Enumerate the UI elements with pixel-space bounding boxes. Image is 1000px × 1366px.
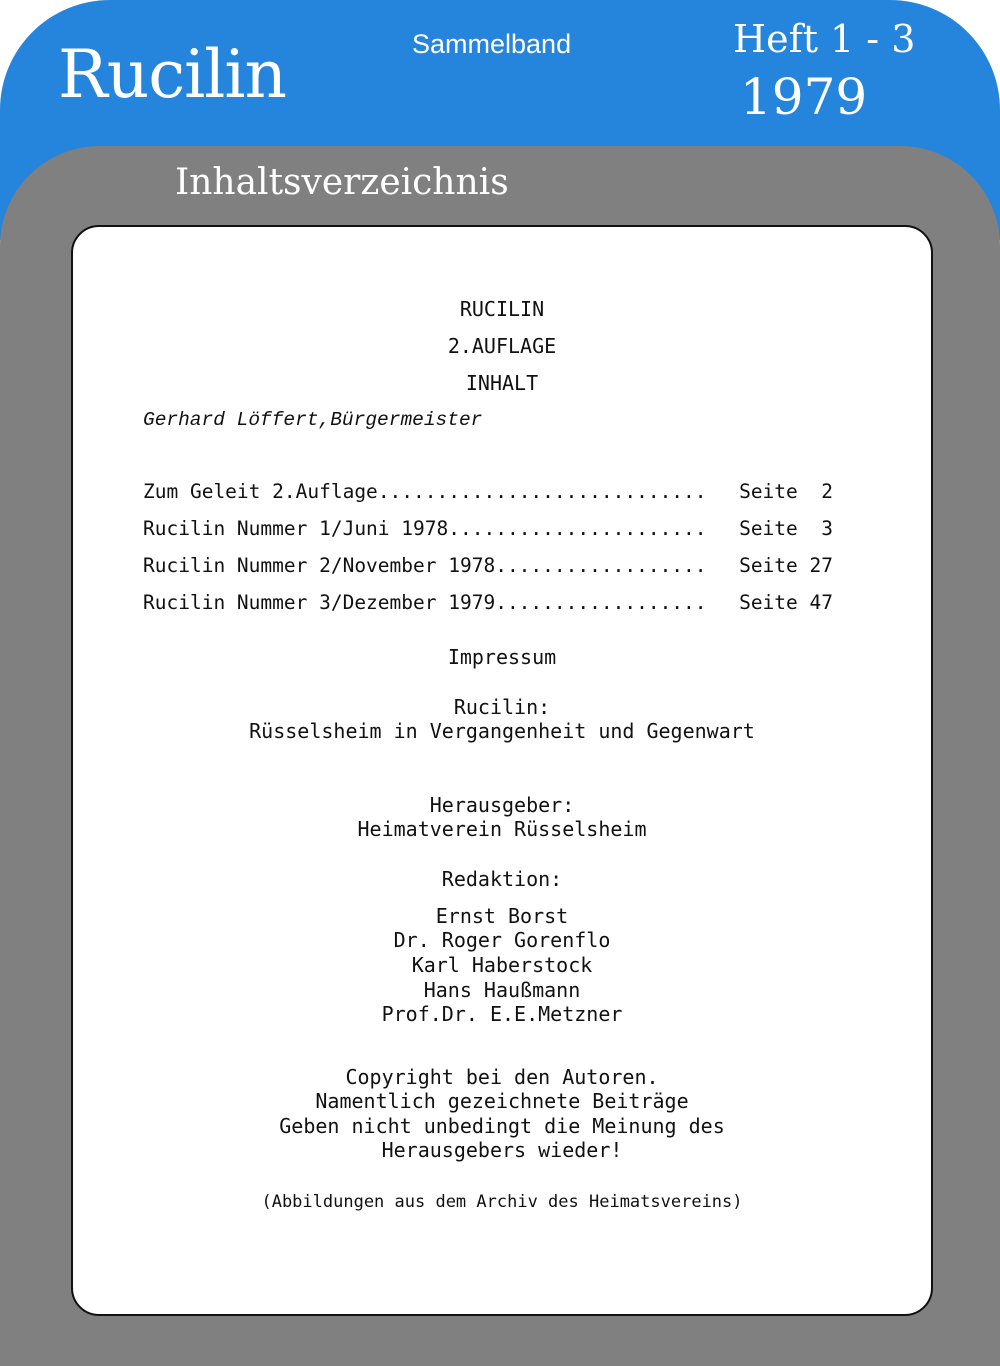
toc-entry-page: Seite 27 [739,554,833,577]
editor-name: Ernst Borst [435,904,569,928]
issue-range: Heft 1 - 3 [733,17,916,61]
impressum-title: Impressum [447,645,557,669]
publication-title: Rucilin [58,36,286,113]
editor-name: Hans Haußmann [423,978,581,1002]
doc-heading-auflage: 2.AUFLAGE [447,334,557,358]
toc-entry-leader: ...................... [448,517,707,540]
toc-entry-leader: ............................ [377,480,707,503]
toc-author: Gerhard Löffert,Bürgermeister [143,409,483,431]
toc-entry-title: Rucilin Nummer 1/Juni 1978 [143,517,449,540]
publication-subtitle: Sammelband [412,29,572,59]
editor-name: Prof.Dr. E.E.Metzner [381,1002,623,1026]
copyright-line: Herausgebers wieder! [381,1138,623,1162]
toc-entry-leader: .................. [495,591,707,614]
toc-entry-title: Rucilin Nummer 2/November 1978 [143,554,496,577]
publisher-name: Heimatverein Rüsselsheim [357,817,647,841]
copyright-line: Geben nicht unbedingt die Meinung des [279,1114,725,1138]
publisher-label: Herausgeber: [429,793,575,817]
publication-description: Rüsselsheim in Vergangenheit und Gegenwart [249,719,755,743]
section-title: Inhaltsverzeichnis [175,162,509,203]
toc-entry-page: Seite 2 [739,480,833,503]
copyright-line: Copyright bei den Autoren. [345,1065,659,1089]
illustrations-note: (Abbildungen aus dem Archiv des Heimatsvereins) [261,1192,743,1212]
copyright-line: Namentlich gezeichnete Beiträge [315,1089,689,1113]
publication-year: 1979 [740,68,868,126]
toc-entry-page: Seite 47 [739,591,833,614]
toc-entry-leader: .................. [495,554,707,577]
toc-entry-title: Zum Geleit 2.Auflage [143,480,378,503]
doc-heading-inhalt: INHALT [465,371,539,395]
editor-name: Karl Haberstock [411,953,593,977]
publication-name: Rucilin: [453,695,551,719]
doc-heading-rucilin: RUCILIN [459,297,545,321]
editors-label: Redaktion: [441,867,563,891]
editor-name: Dr. Roger Gorenflo [393,928,611,952]
toc-entry-page: Seite 3 [739,517,833,540]
scanned-page [71,225,933,1316]
toc-entry-title: Rucilin Nummer 3/Dezember 1979 [143,591,496,614]
